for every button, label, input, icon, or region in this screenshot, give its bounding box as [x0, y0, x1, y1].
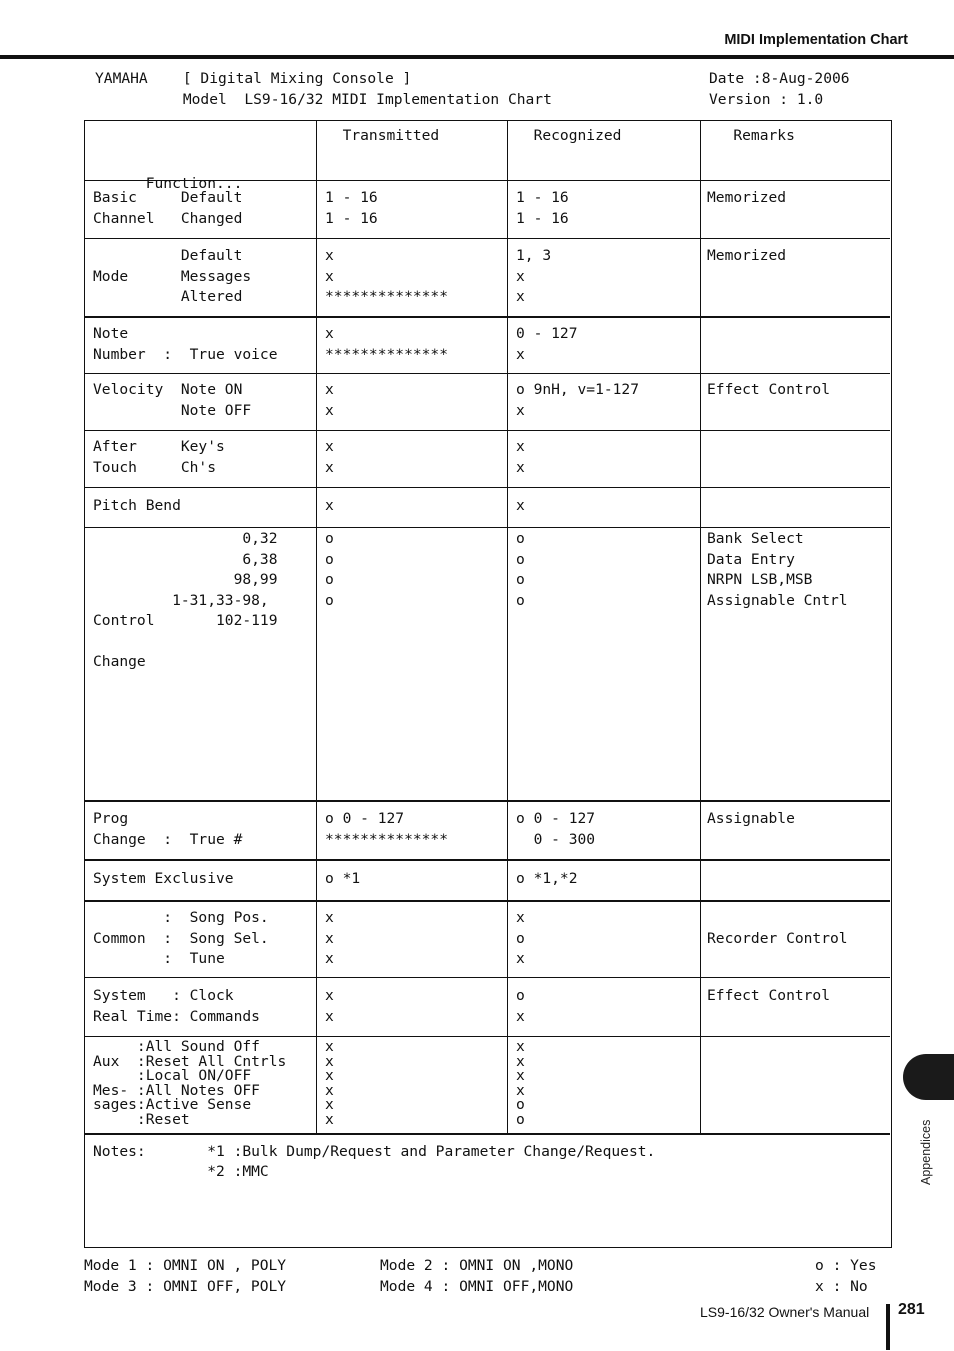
symbol-legend: o : Yes x : No [815, 1257, 877, 1295]
system-exclusive-function: System Exclusive [93, 870, 234, 887]
chart-header-left: YAMAHA [ Digital Mixing Console ] Model LS9-16/32 MIDI Implementation Chart [95, 70, 552, 108]
top-rule [0, 55, 954, 59]
velocity-recognized: o 9nH, v=1-127 x [516, 381, 640, 419]
common-remarks: Recorder Control [707, 929, 848, 947]
column-divider [507, 121, 508, 1133]
prog-change-recognized: o 0 - 127 0 - 300 [516, 810, 596, 848]
velocity-function: Velocity Note ON Note OFF [93, 381, 252, 419]
aux-messages-function: :All Sound Off Aux :Reset All Cntrls :Local ON/OFF Mes- :All Notes OFF sages:Active Sense :Reset [93, 1038, 287, 1128]
prog-change-transmitted: o 0 - 127 ************** [325, 810, 449, 848]
system-exclusive-recognized: o *1,*2 [516, 870, 578, 887]
prog-change-remarks: Assignable [707, 810, 795, 827]
system-real-time-function: System : Clock Real Time: Commands [93, 987, 260, 1025]
pitch-bend-function: Pitch Bend [93, 497, 181, 514]
control-change-function: 0,32 6,38 98,99 1-31,33-98, Control 102-119 Change [93, 530, 278, 670]
chart-header-right: Date :8-Aug-2006 Version : 1.0 [709, 70, 850, 108]
mode-legend-left: Mode 1 : OMNI ON , POLY Mode 3 : OMNI OFF, POLY [84, 1257, 287, 1295]
column-header-remarks: Remarks [707, 127, 795, 144]
velocity-transmitted: x x [325, 381, 334, 419]
row-divider [85, 487, 890, 488]
mode-remarks: Memorized [707, 247, 787, 264]
column-divider [700, 121, 701, 1133]
row-divider [85, 1133, 890, 1135]
note-number-recognized: 0 - 127 x [516, 325, 578, 363]
common-function: : Song Pos. Common : Song Sel. : Tune [93, 909, 269, 967]
basic-channel-function: Basic Default Channel Changed [93, 189, 243, 227]
control-change-recognized: o o o o [516, 530, 525, 609]
column-header-transmitted: Transmitted [325, 127, 440, 144]
manual-title: LS9-16/32 Owner's Manual [700, 1304, 870, 1320]
system-exclusive-transmitted: o *1 [325, 870, 361, 887]
mode-legend-middle: Mode 2 : OMNI ON ,MONO Mode 4 : OMNI OFF,MONO [380, 1257, 574, 1295]
mode-transmitted: x x ************** [325, 247, 449, 305]
basic-channel-remarks: Memorized [707, 189, 787, 206]
after-touch-transmitted: x x [325, 438, 334, 476]
midi-implementation-table [84, 120, 892, 1248]
row-divider [85, 373, 890, 374]
mode-recognized: 1, 3 x x [516, 247, 552, 305]
pitch-bend-transmitted: x [325, 497, 334, 514]
control-change-remarks: Bank Select Data Entry NRPN LSB,MSB Assignable Cntrl [707, 530, 848, 609]
row-divider [85, 977, 890, 978]
row-divider [85, 1036, 890, 1037]
after-touch-function: After Key's Touch Ch's [93, 438, 225, 476]
section-title: MIDI Implementation Chart [724, 32, 908, 48]
chart-notes: Notes: *1 :Bulk Dump/Request and Parameter Change/Request. *2 :MMC [93, 1143, 656, 1180]
row-divider [85, 316, 890, 318]
appendices-side-label: Appendices [919, 1119, 933, 1185]
mode-function: Default Mode Messages Altered [93, 247, 252, 305]
section-tab [903, 1054, 954, 1100]
column-divider [316, 121, 317, 1133]
row-divider [85, 800, 890, 802]
after-touch-recognized: x x [516, 438, 525, 476]
row-divider [85, 527, 890, 528]
system-real-time-transmitted: x x [325, 987, 334, 1025]
basic-channel-recognized: 1 - 16 1 - 16 [516, 189, 569, 227]
row-divider [85, 430, 890, 431]
row-divider [85, 900, 890, 902]
common-transmitted: x x x [325, 909, 334, 967]
control-change-transmitted: o o o o [325, 530, 334, 609]
row-divider [85, 238, 890, 239]
pitch-bend-recognized: x [516, 497, 525, 514]
row-divider [85, 859, 890, 861]
basic-channel-transmitted: 1 - 16 1 - 16 [325, 189, 378, 227]
page-number: 281 [898, 1301, 925, 1318]
page-number-bar [886, 1304, 890, 1350]
note-number-transmitted: x ************** [325, 325, 449, 363]
aux-messages-recognized: x x x x o o [516, 1038, 525, 1128]
aux-messages-transmitted: x x x x x x [325, 1038, 334, 1128]
column-header-recognized: Recognized [516, 127, 622, 144]
system-real-time-remarks: Effect Control [707, 987, 831, 1004]
common-recognized: x o x [516, 909, 525, 967]
note-number-function: Note Number : True voice [93, 325, 278, 363]
system-real-time-recognized: o x [516, 987, 525, 1025]
velocity-remarks: Effect Control [707, 381, 831, 398]
prog-change-function: Prog Change : True # [93, 810, 243, 848]
column-header-function: Function... [145, 174, 243, 192]
